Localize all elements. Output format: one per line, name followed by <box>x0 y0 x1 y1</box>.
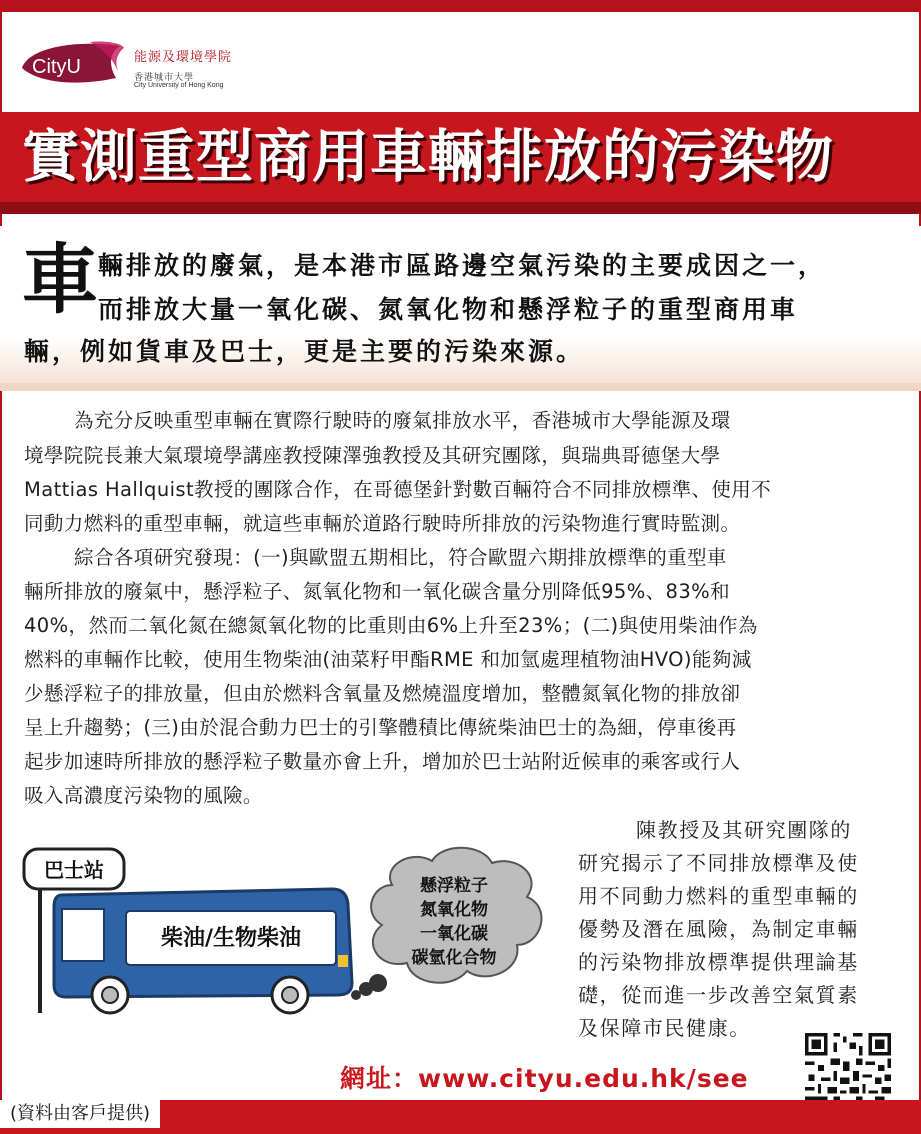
source-note: (資料由客戶提供) <box>0 1100 160 1128</box>
bus-fuel-label: 柴油/生物柴油 <box>160 926 302 951</box>
side-line: 研究揭示了不同排放標準及使 <box>578 851 859 875</box>
bus-window <box>62 909 104 961</box>
body-line: 綜合各項研究發現：(一)與歐盟五期相比，符合歐盟六期排放標準的重型車 <box>74 546 727 569</box>
body-line: 同動力燃料的重型車輛，就這些車輛於道路行駛時所排放的污染物進行實時監測。 <box>24 512 741 535</box>
body-line: 燃料的車輛作比較，使用生物柴油(油菜籽甲酯RME 和加氫處理植物油HVO)能夠減 <box>24 648 752 671</box>
university-name-zh: 香港城市大學 <box>134 73 195 83</box>
pollutant-label: 懸浮粒子 <box>420 876 488 896</box>
exhaust-puff <box>369 974 387 992</box>
bus-emission-illustration <box>22 845 562 1025</box>
lead-line-1: 輛排放的廢氣，是本港市區路邊空氣污染的主要成因之一， <box>98 251 827 280</box>
top-rule <box>0 0 921 12</box>
bus-tail-light <box>338 955 348 967</box>
logo-text: CityU <box>32 56 81 78</box>
pollutant-label: 氮氧化物 <box>420 900 488 920</box>
university-name-en: City University of Hong Kong <box>134 82 224 89</box>
side-line: 用不同動力燃料的重型車輛的 <box>578 884 859 908</box>
body-line: 起步加速時所排放的懸浮粒子數量亦會上升，增加於巴士站附近候車的乘客或行人 <box>24 750 741 773</box>
body-line: 少懸浮粒子的排放量，但由於燃料含氧量及燃燒溫度增加，整體氮氧化物的排放卻 <box>24 682 741 705</box>
page-title: 實測重型商用車輛排放的污染物 <box>22 124 834 190</box>
body-line: 境學院院長兼大氣環境學講座教授陳澤強教授及其研究團隊，與瑞典哥德堡大學 <box>24 444 721 467</box>
side-line: 陳教授及其研究團隊的 <box>636 818 852 842</box>
side-line: 礎，從而進一步改善空氣質素 <box>578 983 859 1007</box>
bus-stop-label: 巴士站 <box>44 858 104 882</box>
cityu-logo <box>20 38 125 88</box>
body-line: 呈上升趨勢；(三)由於混合動力巴士的引擎體積比傳統柴油巴士的為細，停車後再 <box>24 716 737 739</box>
department-name: 能源及環境學院 <box>134 50 233 65</box>
website-link[interactable]: 網址：www.cityu.edu.hk/see <box>340 1064 749 1093</box>
lead-dropcap: 車 <box>22 235 98 324</box>
lead-line-3: 輛，例如貨車及巴士，更是主要的污染來源。 <box>24 337 585 366</box>
lead-line-2: 而排放大量一氧化碳、氮氧化物和懸浮粒子的重型商用車 <box>98 295 799 324</box>
body-line: 吸入高濃度污染物的風險。 <box>24 784 263 807</box>
pollutant-label: 一氧化碳 <box>420 924 488 944</box>
body-line: Mattias Hallquist教授的團隊合作，在哥德堡針對數百輛符合不同排放標準、使用不 <box>24 478 772 501</box>
body-line: 40%，然而二氧化氮在總氮氧化物的比重則由6%上升至23%；(二)與使用柴油作為 <box>24 614 758 637</box>
side-line: 的污染物排放標準提供理論基 <box>578 950 859 974</box>
body-line: 輛所排放的廢氣中，懸浮粒子、氮氧化物和一氧化碳含量分別降低95%、83%和 <box>24 580 730 603</box>
body-line: 為充分反映重型車輛在實際行駛時的廢氣排放水平，香港城市大學能源及環 <box>74 409 731 432</box>
side-line: 及保障市民健康。 <box>578 1016 751 1040</box>
pollutant-label: 碳氫化合物 <box>411 948 497 968</box>
lead-divider <box>0 383 921 391</box>
side-line: 優勢及潛在風險，為制定車輛 <box>578 917 859 941</box>
